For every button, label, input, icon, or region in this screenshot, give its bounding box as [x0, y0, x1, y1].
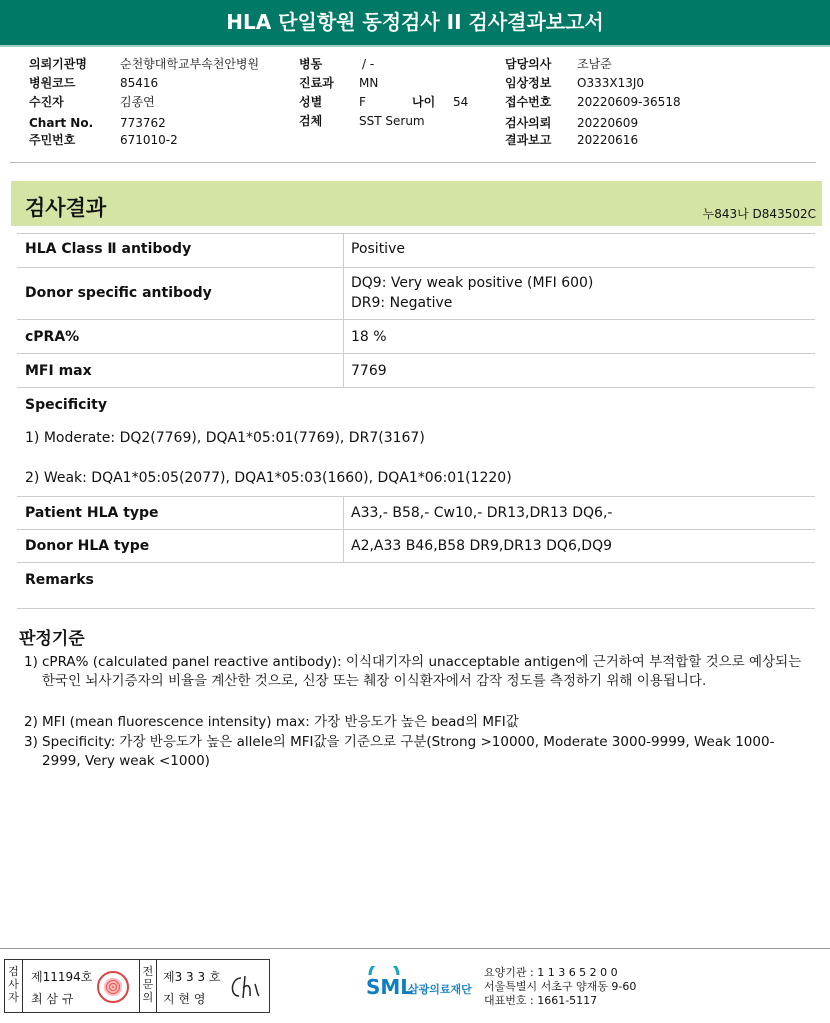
- info-divider: [10, 162, 816, 163]
- criteria-number: 3): [24, 734, 38, 750]
- info-label: 담당의사: [505, 57, 552, 71]
- footer-divider: [0, 948, 830, 949]
- criteria-number: 2): [24, 714, 38, 730]
- info-label: 검체: [299, 114, 323, 128]
- info-label: 주민번호: [29, 133, 76, 147]
- result-value: 18 %: [351, 329, 387, 345]
- info-value: / -: [362, 57, 375, 71]
- tester-header: [5, 960, 23, 1012]
- table-rule: [17, 529, 815, 530]
- hla-label: Donor HLA type: [25, 538, 150, 554]
- info-value: 773762: [120, 116, 166, 130]
- specificity-line: 2) Weak: DQA1*05:05(2077), DQA1*05:03(1660), DQA1*06:01(1220): [25, 470, 512, 486]
- result-value: DR9: Negative: [351, 295, 453, 311]
- table-rule: [17, 562, 815, 563]
- hla-value: A2,A33 B46,B58 DR9,DR13 DQ6,DQ9: [351, 538, 613, 554]
- info-value: 조남준: [577, 57, 612, 71]
- results-code: 누843나 D843502C: [702, 207, 816, 221]
- org-line: 서울특별시 서초구 양재동 9-60: [484, 980, 637, 993]
- signature-box: [4, 959, 270, 1013]
- result-value: Positive: [351, 241, 405, 257]
- info-value: MN: [359, 76, 379, 90]
- specificity-label: Specificity: [25, 397, 107, 413]
- info-label: 병원코드: [29, 76, 76, 90]
- info-value: 20220616: [577, 133, 639, 147]
- table-rule: [17, 353, 815, 354]
- seal-stamp-icon: [97, 971, 129, 1003]
- result-value: DQ9: Very weak positive (MFI 600): [351, 275, 594, 291]
- table-rule: [17, 319, 815, 320]
- info-value: 20220609: [577, 116, 639, 130]
- result-value: 7769: [351, 363, 387, 379]
- hla-value: A33,- B58,- Cw10,- DR13,DR13 DQ6,-: [351, 505, 613, 521]
- info-value: O333X13J0: [577, 76, 645, 90]
- info-value: 김종연: [120, 95, 155, 109]
- table-rule: [17, 608, 815, 609]
- table-rule: [17, 233, 815, 234]
- info-value: F: [359, 95, 366, 109]
- criteria-number: 1): [24, 654, 38, 670]
- info-label: 접수번호: [505, 95, 552, 109]
- remarks-label: Remarks: [25, 572, 94, 588]
- table-column-divider: [343, 233, 344, 387]
- info-value: 671010-2: [120, 133, 178, 147]
- org-line: 요양기관 : 1 1 3 6 5 2 0 0: [484, 966, 618, 979]
- info-value: SST Serum: [359, 114, 425, 128]
- criteria-text: Specificity: 가장 반응도가 높은 allele의 MFI값을 기준으로 구분(Strong >10000, Moderate 3000-9999, Weak 1000-2999, Very weak <1000): [42, 734, 775, 769]
- info-label: 성별: [299, 95, 323, 109]
- specificity-line: 1) Moderate: DQ2(7769), DQA1*05:01(7769), DR7(3167): [25, 430, 425, 446]
- info-label: 수진자: [29, 95, 64, 109]
- info-label: 임상정보: [505, 76, 552, 90]
- info-label: 나이: [412, 95, 436, 109]
- criteria-text: cPRA% (calculated panel reactive antibody): 이식대기자의 unacceptable antigen에 근거하여 부적합할 것으로 예상되는 한국인 뇌사기증자의 비율을 계산한 것으로, 신장 또는 췌장 이식환자에서 감작 정도를 측정하기 위해 이용됩니다.: [42, 654, 802, 689]
- tester-header-text: 검사자: [8, 965, 19, 1004]
- info-value: 20220609-36518: [577, 95, 681, 109]
- criteria-text: MFI (mean fluorescence intensity) max: 가장 반응도가 높은 bead의 MFI값: [42, 714, 519, 730]
- specialist-header: [139, 960, 157, 1012]
- info-label: 병동: [299, 57, 323, 71]
- info-label: Chart No.: [29, 116, 94, 130]
- hla-label: Patient HLA type: [25, 505, 159, 521]
- info-label: 의뢰기관명: [29, 57, 87, 71]
- results-header: [11, 181, 822, 226]
- organization-info: [484, 966, 636, 1008]
- info-label: 검사의뢰: [505, 116, 552, 130]
- info-label: 진료과: [299, 76, 334, 90]
- tester-license: 제11194호: [31, 970, 93, 984]
- specialist-name: 지 현 영: [163, 992, 206, 1006]
- info-label: 결과보고: [505, 133, 552, 147]
- specialist-header-text: 전문의: [142, 965, 154, 1004]
- report-title: HLA 단일항원 동정검사 II 검사결과보고서: [226, 10, 604, 34]
- result-label: HLA Class Ⅱ antibody: [25, 241, 192, 257]
- foundation-name: 삼광의료재단: [408, 983, 472, 996]
- result-label: cPRA%: [25, 329, 80, 345]
- tester-name: 최 삼 규: [31, 992, 74, 1006]
- info-value: 54: [453, 95, 469, 109]
- logo-text: SML: [366, 975, 414, 999]
- specialist-license: 제3 3 3 호: [163, 970, 221, 984]
- table-column-divider: [343, 496, 344, 562]
- table-rule: [17, 267, 815, 268]
- table-rule: [17, 387, 815, 388]
- info-value: 순천향대학교부속천안병원: [120, 57, 260, 71]
- table-rule: [17, 496, 815, 497]
- info-value: 85416: [120, 76, 159, 90]
- patient-info: [0, 0, 830, 160]
- signature-icon: [227, 972, 263, 1002]
- result-label: Donor specific antibody: [25, 285, 212, 301]
- org-line: 대표번호 : 1661-5117: [484, 994, 598, 1007]
- result-label: MFI max: [25, 363, 92, 379]
- results-title: 검사결과: [25, 196, 107, 220]
- criteria-title: 판정기준: [19, 629, 85, 649]
